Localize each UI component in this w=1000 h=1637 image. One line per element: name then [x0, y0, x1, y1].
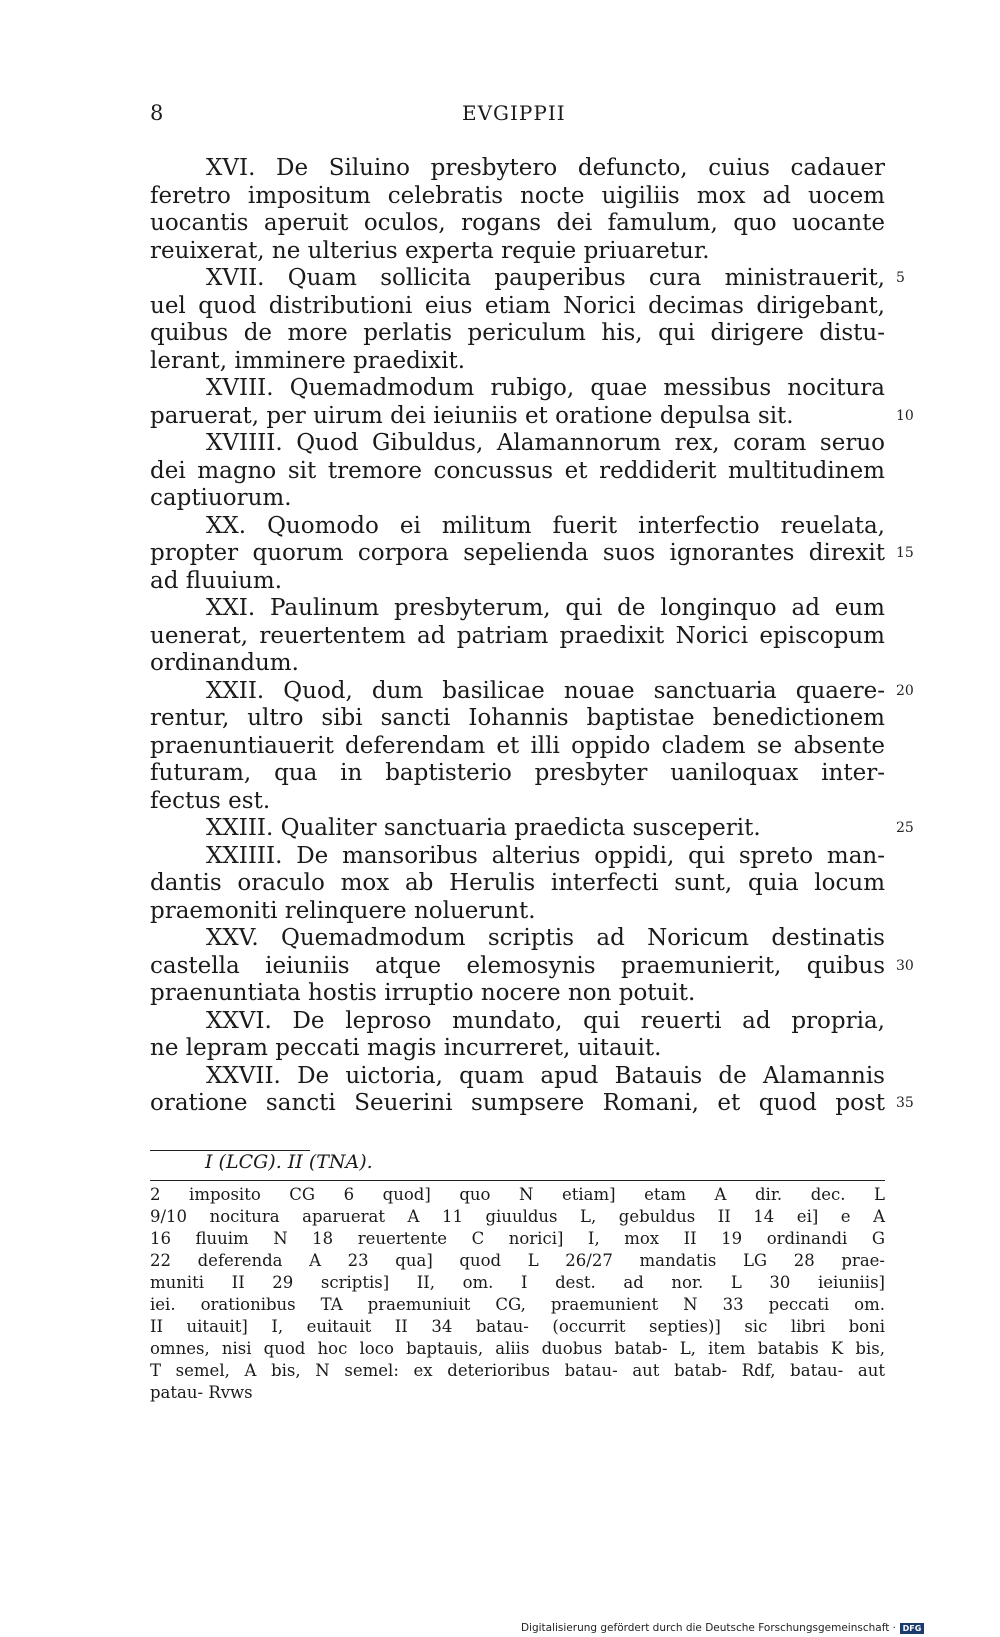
- text-line: [150, 1063, 885, 1091]
- text-line-content: XXII. Quod, dum basilicae nouae sanctuaria quaere-: [206, 677, 885, 704]
- apparatus-line: iei. orationibus TA praemuniuit CG, praemunient N 33 peccati om.: [150, 1295, 885, 1314]
- text-line-content: reuixerat, ne ulterius experta requie priuaretur.: [150, 237, 710, 264]
- line-number: 15: [896, 545, 914, 561]
- text-line: [150, 623, 885, 651]
- text-line: [150, 595, 885, 623]
- text-line: [150, 925, 885, 953]
- text-line: [150, 815, 914, 843]
- text-line: [150, 788, 885, 816]
- text-line: [150, 540, 914, 568]
- text-line-content: propter quorum corpora sepelienda suos ignorantes direxit: [150, 540, 885, 566]
- text-line: [150, 760, 885, 788]
- text-line: [150, 843, 885, 871]
- text-line: [150, 238, 885, 266]
- credit-text: Digitalisierung gefördert durch die Deutsche Forschungsgemeinschaft ·: [520, 1622, 896, 1634]
- text-line-content: dantis oraculo mox ab Herulis interfecti sunt, quia locum: [150, 870, 885, 896]
- apparatus-line: 2 imposito CG 6 quod] quo N etiam] etam A dir. dec. L: [150, 1185, 885, 1204]
- apparatus-line: T semel, A bis, N semel: ex deterioribus batau- aut batab- Rdf, batau- aut: [150, 1361, 885, 1380]
- text-line: [150, 265, 905, 293]
- text-line: [150, 898, 885, 926]
- text-line: [150, 155, 885, 183]
- text-line: [150, 705, 885, 733]
- text-line: [150, 348, 885, 376]
- text-line-content: ordinandum.: [150, 650, 299, 676]
- text-line: [150, 402, 914, 431]
- footnote-rule-long: [150, 1180, 885, 1181]
- text-line: [150, 485, 885, 513]
- apparatus-line: omnes, nisi quod hoc loco baptauis, aliis duobus batab- L, item batabis K bis,: [150, 1339, 885, 1358]
- text-line: [150, 1090, 914, 1118]
- text-line-content: praenuntiata hostis irruptio nocere non potuit.: [150, 980, 696, 1006]
- text-line-content: uel quod distributioni eius etiam Norici decimas dirigebant,: [150, 292, 885, 319]
- main-text: [150, 155, 914, 1118]
- text-line: [150, 375, 885, 403]
- text-line: [150, 650, 885, 678]
- text-line-content: paruerat, per uirum dei ieiuniis et oratione depulsa sit.: [150, 402, 794, 429]
- text-line: [150, 568, 885, 596]
- text-line: [150, 320, 885, 348]
- line-number: 30: [896, 957, 914, 974]
- text-line-content: XVI. De Siluino presbytero defuncto, cuius cadauer: [206, 155, 885, 181]
- text-line: [150, 733, 885, 761]
- text-line: [150, 1008, 885, 1036]
- text-line: [150, 677, 914, 706]
- text-line-content: lerant, imminere praedixit.: [150, 347, 466, 374]
- line-number: 25: [896, 820, 914, 836]
- text-line: [150, 870, 885, 898]
- text-line-content: dei magno sit tremore concussus et reddiderit multitudinem: [150, 457, 885, 484]
- text-line-content: praenuntiauerit deferendam et illi oppido cladem se absente: [150, 732, 885, 759]
- text-line: [150, 980, 885, 1008]
- apparatus-line: 16 fluuim N 18 reuertente C norici] I, mox II 19 ordinandi G: [150, 1229, 885, 1248]
- apparatus-line: 9/10 nocitura aparuerat A 11 giuuldus L, gebuldus II 14 ei] e A: [150, 1207, 885, 1226]
- text-line-content: feretro impositum celebratis nocte uigiliis mox ad uocem: [150, 182, 885, 209]
- text-line-content: XX. Quomodo ei militum fuerit interfectio reuelata,: [206, 512, 885, 539]
- text-line-content: captiuorum.: [150, 485, 292, 511]
- text-line-content: XXVI. De leproso mundato, qui reuerti ad propria,: [206, 1007, 885, 1034]
- text-line-content: uenerat, reuertentem ad patriam praedixit Norici episcopum: [150, 622, 885, 649]
- text-line-content: fectus est.: [150, 787, 271, 814]
- text-line-content: praemoniti relinquere noluerunt.: [150, 897, 536, 924]
- text-line: [150, 210, 885, 238]
- text-line: [150, 952, 914, 981]
- apparatus-line: II uitauit] I, euitauit II 34 batau- (occurrit septies)] sic libri boni: [150, 1317, 885, 1336]
- text-line: [150, 183, 885, 211]
- text-line: [150, 513, 885, 541]
- text-line-content: futuram, qua in baptisterio presbyter uaniloquax inter-: [150, 760, 885, 786]
- text-line-content: ne lepram peccati magis incurreret, uitauit.: [150, 1035, 662, 1061]
- text-line-content: XVIII. Quemadmodum rubigo, quae messibus nocitura: [206, 375, 885, 401]
- text-line-content: XVII. Quam sollicita pauperibus cura ministrauerit,: [206, 265, 885, 291]
- text-line-content: rentur, ultro sibi sancti Iohannis baptistae benedictionem: [150, 705, 885, 731]
- page-number: 8: [150, 101, 164, 125]
- running-head: EVGIPPII: [462, 101, 566, 125]
- text-line-content: uocantis aperuit oculos, rogans dei famulum, quo uocante: [150, 210, 885, 236]
- text-line-content: quibus de more perlatis periculum his, qui dirigere distu-: [150, 320, 885, 346]
- text-line-content: XXI. Paulinum presbyterum, qui de longinquo ad eum: [206, 595, 885, 621]
- apparatus-line: muniti II 29 scriptis] II, om. I dest. ad nor. L 30 ieiuniis]: [150, 1273, 885, 1292]
- text-line: [150, 458, 885, 486]
- line-number: 20: [896, 682, 914, 699]
- text-line: [150, 1035, 885, 1063]
- text-line-content: ad fluuium.: [150, 567, 283, 594]
- apparatus-line: patau- Rvws: [150, 1383, 253, 1402]
- line-number: 10: [896, 407, 914, 424]
- text-line-content: castella ieiuniis atque elemosynis praemunierit, quibus: [150, 952, 885, 979]
- digitization-credit: [521, 1622, 924, 1634]
- text-line-content: XXV. Quemadmodum scriptis ad Noricum destinatis: [206, 925, 885, 951]
- text-line-content: XXVII. De uictoria, quam apud Batauis de Alamannis: [206, 1062, 885, 1089]
- apparatus-line: 22 deferenda A 23 qua] quod L 26/27 mandatis LG 28 prae-: [150, 1251, 885, 1270]
- dfg-logo: DFG: [900, 1623, 924, 1634]
- text-line: [150, 293, 885, 321]
- text-line-content: XVIIII. Quod Gibuldus, Alamannorum rex, coram seruo: [206, 430, 885, 456]
- text-line-content: oratione sancti Seuerini sumpsere Romani, et quod post: [150, 1090, 885, 1116]
- text-line: [150, 430, 885, 458]
- line-number: 35: [896, 1095, 914, 1111]
- text-line-content: XXIII. Qualiter sanctuaria praedicta susceperit.: [206, 815, 761, 841]
- text-line-content: XXIIII. De mansoribus alterius oppidi, qui spreto man-: [206, 842, 885, 869]
- line-number: 5: [896, 270, 905, 286]
- critical-apparatus: [150, 1184, 885, 1404]
- sigla-line: I (LCG). II (TNA).: [205, 1151, 373, 1173]
